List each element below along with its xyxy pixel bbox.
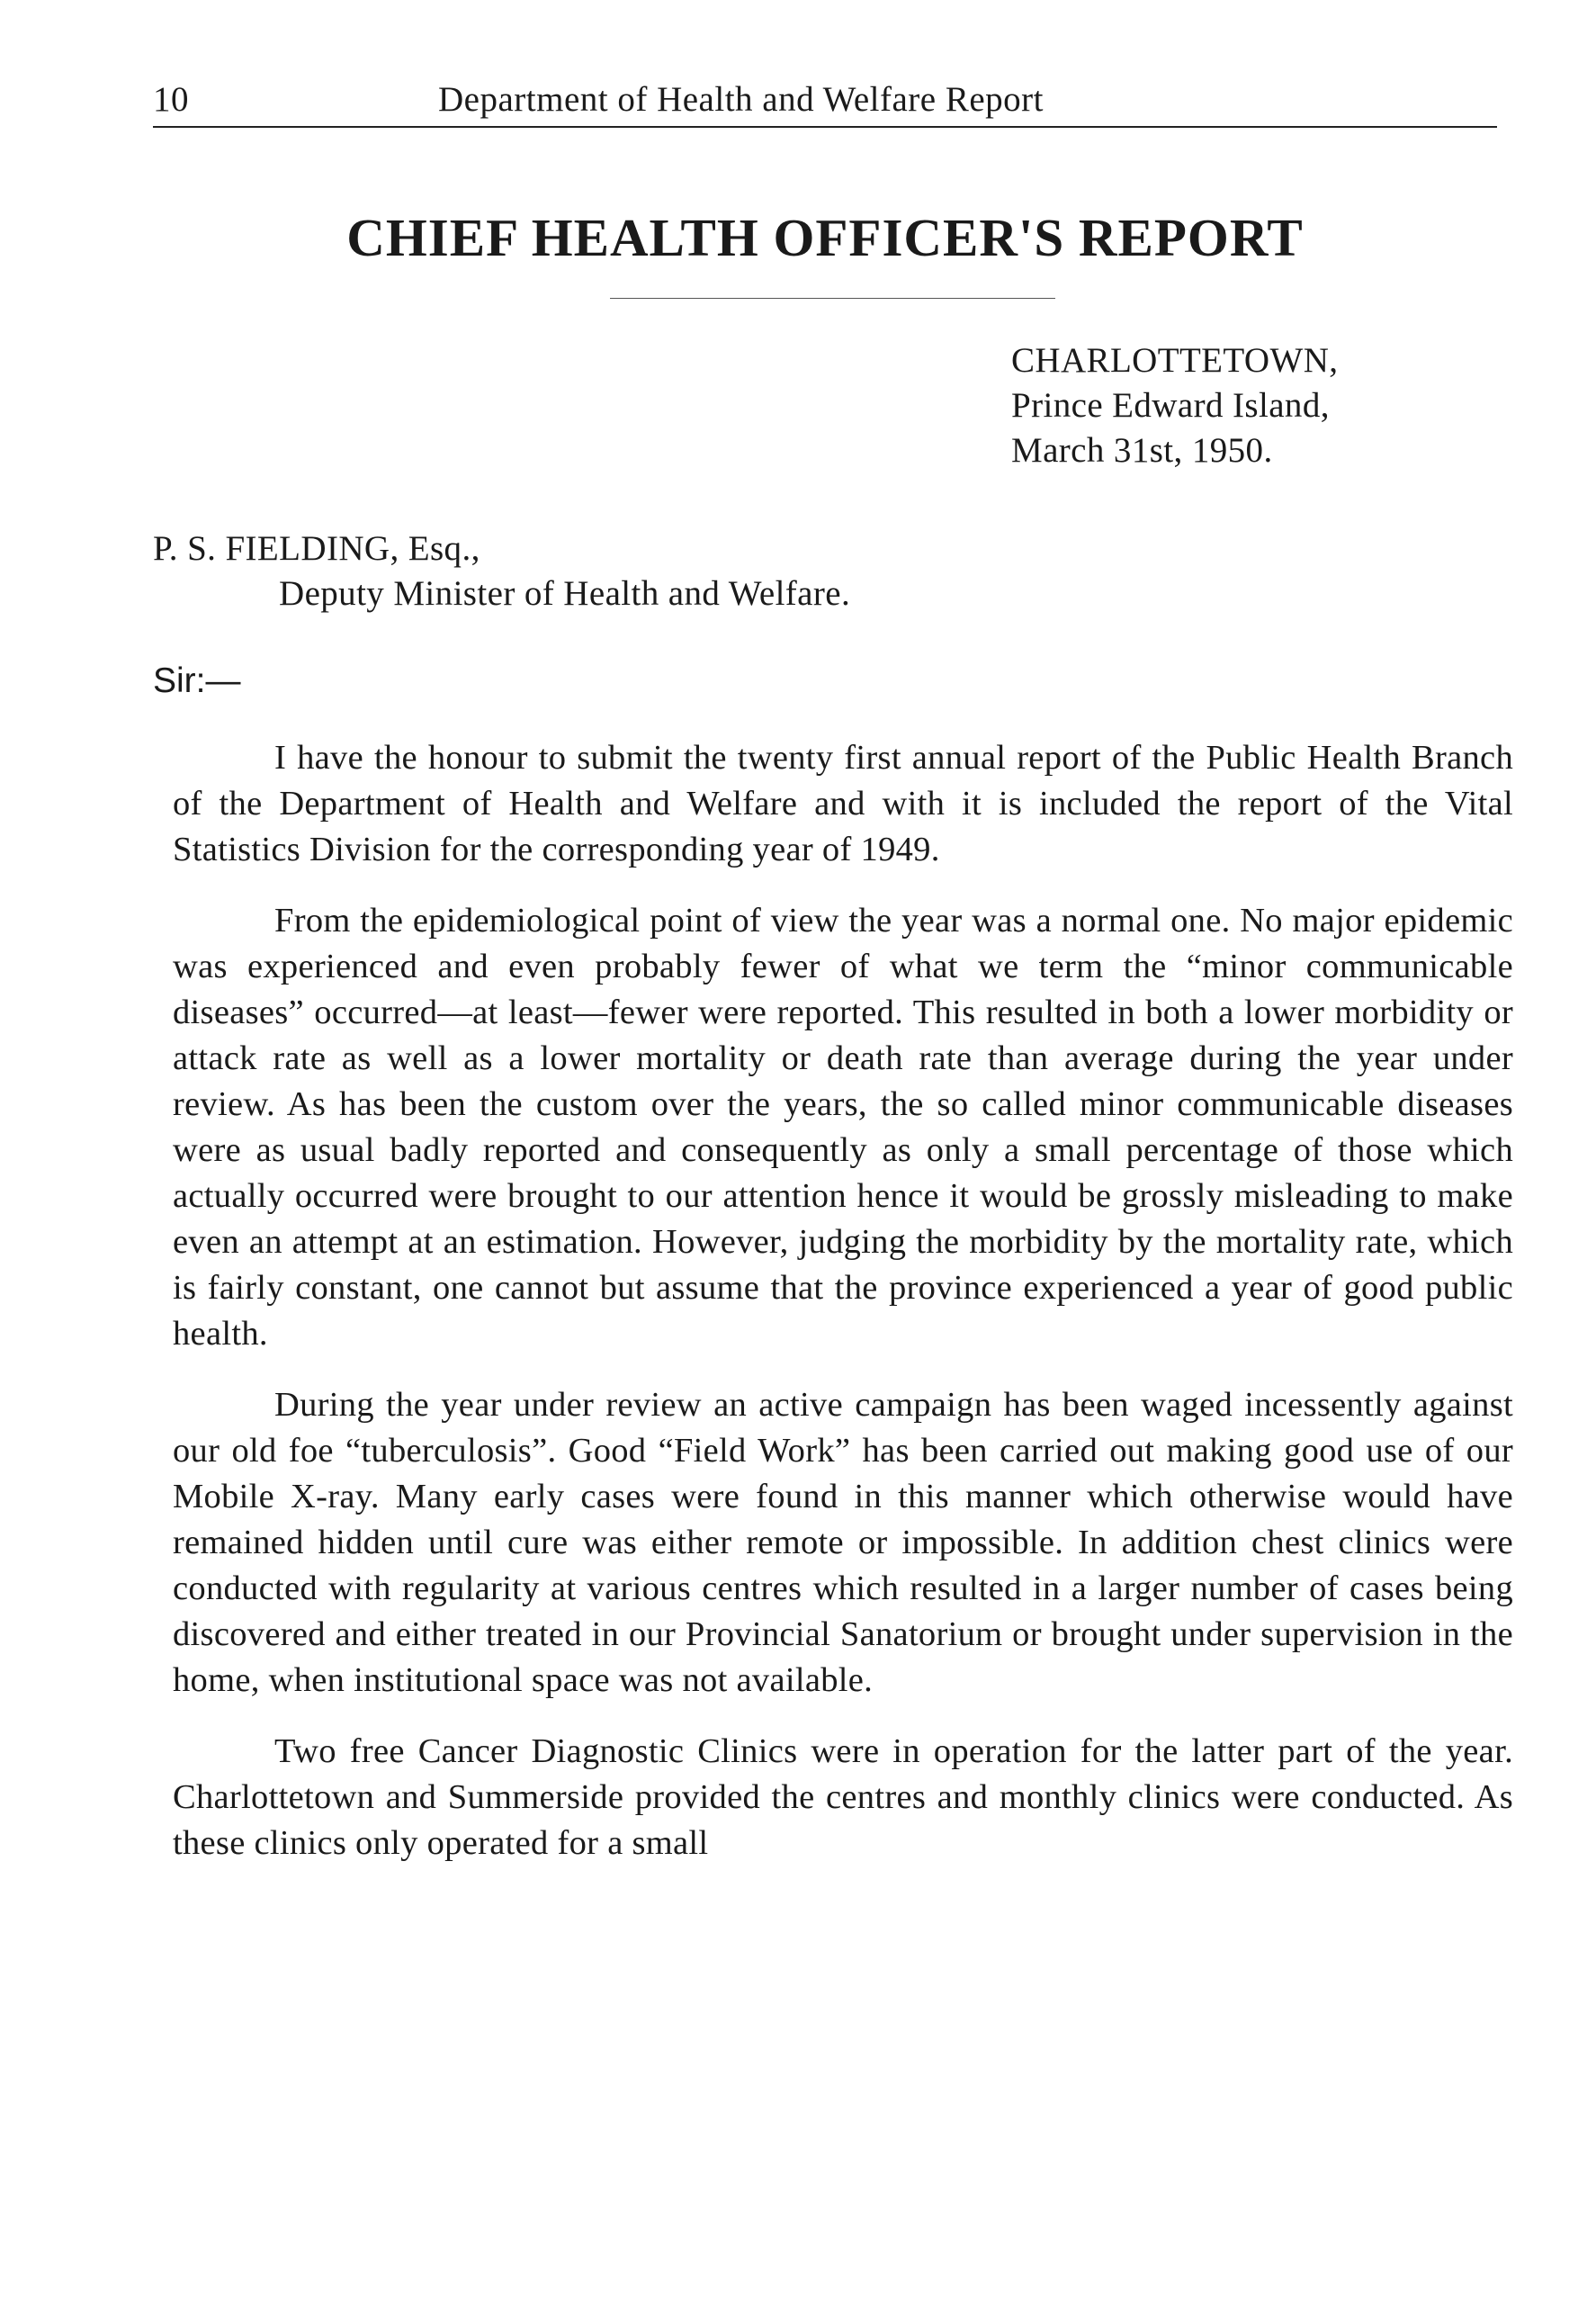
page-number: 10 bbox=[153, 80, 189, 119]
header-rule bbox=[153, 126, 1497, 128]
title-rule bbox=[610, 298, 1055, 299]
dateline-city: CHARLOTTETOWN, bbox=[1011, 341, 1339, 380]
dateline-date: March 31st, 1950. bbox=[1011, 431, 1273, 470]
paragraph: Two free Cancer Diagnostic Clinics were in operation for the latter part of the year. Charlottetown and Summerside provided the centres and monthly clinics were conducted. As these clinics only operated for a small bbox=[173, 1732, 1513, 1862]
paragraph: I have the honour to submit the twenty first annual report of the Public Health Branch of the Department of Health and Welfare and with it is included the report of the Vital Statistics Division for the corresponding year of 1949. bbox=[173, 739, 1513, 868]
running-title: Department of Health and Welfare Report bbox=[438, 80, 1044, 119]
addressee bbox=[153, 526, 850, 616]
dateline bbox=[1011, 338, 1338, 473]
paragraph: From the epidemiological point of view the year was a normal one. No major epidemic was experienced and even probably fewer of what we term the “minor communicable diseases” occurred—at least—fewer were reported. This resulted in both a lower morbidity or attack rate as well as a lower mortality or death rate than average during the year under review. As has been the custom over the years, the so called minor communicable diseases were as usual badly reported and consequently as only a small percentage of those which actually occurred were brought to our attention hence it would be grossly misleading to make even an attempt at an estimation. However, judging the morbidity by the mortality rate, which is fairly constant, one cannot but assume that the province experienced a year of good public health. bbox=[173, 902, 1513, 1353]
report-title: CHIEF HEALTH OFFICER'S REPORT bbox=[346, 208, 1304, 267]
report-body bbox=[173, 735, 1513, 1892]
dateline-province: Prince Edward Island, bbox=[1011, 386, 1330, 425]
running-header bbox=[153, 79, 1502, 124]
paragraph: During the year under review an active campaign has been waged incessently against our old foe “tuberculosis”. Good “Field Work” has been carried out making good use of our Mobile X-ray. Many early cases were found in this manner which otherwise would have remained hidden until cure was either remote or impossible. In addition chest clinics were conducted with regularity at various centres which resulted in a larger number of cases being discovered and either treated in our Provincial Sanatorium or brought under supervision in the home, when institutional space was not available. bbox=[173, 1386, 1513, 1699]
salutation: Sir:— bbox=[153, 661, 241, 700]
addressee-position: Deputy Minister of Health and Welfare. bbox=[279, 574, 851, 613]
addressee-name: P. S. FIELDING, Esq., bbox=[153, 529, 480, 568]
